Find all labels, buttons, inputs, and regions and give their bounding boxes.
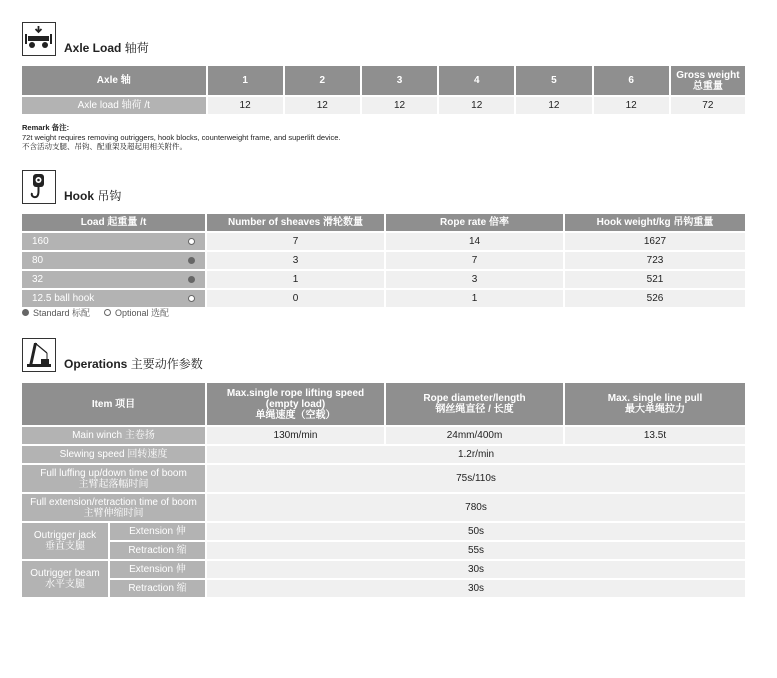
- hook-load-160: 160: [32, 236, 49, 247]
- axle-load-table: [20, 64, 747, 116]
- legend-standard-label: Standard 标配: [33, 308, 91, 318]
- standard-dot-icon: [188, 257, 195, 264]
- hook-load-cell: [22, 233, 205, 250]
- axle-value-1: 12: [208, 97, 283, 114]
- ops-row-beam-extension: [22, 561, 745, 578]
- hook-load-32: 32: [32, 274, 44, 285]
- jack-retraction-label: Retraction 缩: [110, 542, 205, 559]
- ops-row-jack-retraction: [22, 542, 745, 559]
- hook-weight-80: 723: [565, 252, 745, 269]
- optional-dot-icon: [104, 309, 111, 316]
- extension-label-en: Full extension/retraction time of boom: [30, 496, 197, 508]
- hook-sheaves-ball: 0: [207, 290, 384, 307]
- ops-header-pull-line2: 最大单绳拉力: [625, 404, 685, 415]
- hook-rate-ball: 1: [386, 290, 563, 307]
- main-winch-speed: 130m/min: [207, 427, 384, 444]
- hook-row: [22, 290, 745, 307]
- outrigger-jack-label-en: Outrigger jack: [33, 530, 97, 541]
- jack-extension-value: 50s: [207, 523, 745, 540]
- ops-header-speed: [207, 383, 384, 425]
- main-winch-pull: 13.5t: [565, 427, 745, 444]
- luffing-value: 75s/110s: [207, 465, 745, 492]
- jack-extension-label: Extension 伸: [110, 523, 205, 540]
- outrigger-beam-label: [22, 561, 108, 597]
- beam-extension-label: Extension 伸: [110, 561, 205, 578]
- hook-icon: [22, 170, 56, 204]
- axle-gross-value: 72: [671, 97, 745, 114]
- axle-gross-header: [671, 66, 745, 95]
- ops-header-rope: [386, 383, 563, 425]
- axle-value-5: 12: [516, 97, 591, 114]
- hook-row: [22, 271, 745, 288]
- ops-header-pull: [565, 383, 745, 425]
- operations-title-cn: 主要动作参数: [130, 357, 203, 371]
- hook-weight-32: 521: [565, 271, 745, 288]
- hook-rate-160: 14: [386, 233, 563, 250]
- slewing-label: Slewing speed 回转速度: [22, 446, 205, 463]
- remark-label: Remark 备注:: [22, 123, 70, 132]
- operations-heading: [22, 338, 203, 372]
- axle-col-5: 5: [516, 66, 591, 95]
- gross-weight-label-cn: 总重量: [692, 80, 723, 92]
- extension-label: [22, 494, 205, 521]
- hook-sheaves-160: 7: [207, 233, 384, 250]
- slewing-value: 1.2r/min: [207, 446, 745, 463]
- hook-sheaves-80: 3: [207, 252, 384, 269]
- axle-value-2: 12: [285, 97, 360, 114]
- axle-row-label: Axle load 轴荷 /t: [22, 97, 206, 114]
- ops-header-speed-line1: Max.single rope lifting speed: [226, 387, 365, 399]
- jack-retraction-value: 55s: [207, 542, 745, 559]
- hook-load-ball: 12.5 ball hook: [32, 293, 95, 304]
- outrigger-jack-label-cn: 垂直支腿: [45, 541, 85, 552]
- outrigger-jack-label: [22, 523, 108, 559]
- remark-text-en: 72t weight requires removing outriggers, hook blocks, counterweight frame, and superlift device.: [22, 132, 341, 142]
- axle-load-title-cn: 轴荷: [124, 41, 149, 55]
- axle-value-row: [22, 97, 745, 114]
- hook-header-rate: Rope rate 倍率: [386, 214, 563, 231]
- remark-block: [22, 123, 341, 152]
- ops-row-beam-retraction: [22, 580, 745, 597]
- hook-title-cn: 吊钩: [97, 189, 122, 203]
- optional-dot-icon: [188, 238, 195, 245]
- axle-col-6: 6: [594, 66, 669, 95]
- hook-header-sheaves: Number of sheaves 滑轮数量: [207, 214, 384, 231]
- ops-row-main-winch: [22, 427, 745, 444]
- axle-value-4: 12: [439, 97, 514, 114]
- axle-header-label: Axle 轴: [22, 66, 206, 95]
- legend-optional: [104, 306, 169, 319]
- hook-header-load: Load 起重量 /t: [22, 214, 205, 231]
- beam-retraction-label: Retraction 缩: [110, 580, 205, 597]
- axle-load-heading: [22, 22, 149, 56]
- standard-dot-icon: [22, 309, 29, 316]
- legend-optional-label: Optional 选配: [115, 308, 170, 318]
- hook-heading: [22, 170, 121, 204]
- axle-load-title: [64, 39, 149, 56]
- hook-load-cell: [22, 271, 205, 288]
- gross-weight-label-en: Gross weight: [676, 69, 740, 81]
- ops-row-slewing: [22, 446, 745, 463]
- beam-retraction-value: 30s: [207, 580, 745, 597]
- hook-sheaves-32: 1: [207, 271, 384, 288]
- ops-row-luffing: [22, 465, 745, 492]
- hook-rate-80: 7: [386, 252, 563, 269]
- ops-header-item: Item 项目: [22, 383, 205, 425]
- hook-load-cell: [22, 290, 205, 307]
- legend-standard: [22, 306, 90, 319]
- standard-dot-icon: [188, 276, 195, 283]
- axle-col-3: 3: [362, 66, 437, 95]
- hook-row: [22, 252, 745, 269]
- ops-header-rope-line1: Rope diameter/length: [423, 393, 526, 404]
- axle-col-1: 1: [208, 66, 283, 95]
- ops-header-rope-line2: 钢丝绳直径 / 长度: [435, 404, 514, 415]
- operations-table: [20, 381, 747, 599]
- axle-load-title-en: Axle Load: [64, 41, 122, 55]
- hook-weight-160: 1627: [565, 233, 745, 250]
- ops-header-speed-line3: 单绳速度（空载）: [255, 409, 336, 421]
- ops-row-extension: [22, 494, 745, 521]
- extension-label-cn: 主臂伸缩时间: [83, 507, 144, 519]
- optional-dot-icon: [188, 295, 195, 302]
- operations-title: [64, 355, 203, 372]
- ops-header-speed-line2: (empty load): [265, 398, 326, 410]
- hook-header-row: [22, 214, 745, 231]
- hook-row: [22, 233, 745, 250]
- luffing-label-en: Full luffing up/down time of boom: [40, 467, 187, 479]
- beam-extension-value: 30s: [207, 561, 745, 578]
- extension-value: 780s: [207, 494, 745, 521]
- hook-rate-32: 3: [386, 271, 563, 288]
- truck-axle-icon: [22, 22, 56, 56]
- hook-load-cell: [22, 252, 205, 269]
- main-winch-rope: 24mm/400m: [386, 427, 563, 444]
- axle-value-3: 12: [362, 97, 437, 114]
- hook-title: [64, 187, 121, 204]
- hook-load-80: 80: [32, 255, 44, 266]
- axle-value-6: 12: [594, 97, 669, 114]
- hook-weight-ball: 526: [565, 290, 745, 307]
- main-winch-label: Main winch 主卷扬: [22, 427, 205, 444]
- hook-title-en: Hook: [64, 189, 94, 203]
- luffing-label-cn: 主臂起落幅时间: [78, 478, 149, 490]
- luffing-label: [22, 465, 205, 492]
- axle-col-4: 4: [439, 66, 514, 95]
- ops-row-jack-extension: [22, 523, 745, 540]
- outrigger-beam-label-cn: 水平支腿: [45, 579, 85, 590]
- hook-header-weight: Hook weight/kg 吊钩重量: [565, 214, 745, 231]
- ops-header-row: [22, 383, 745, 425]
- remark-text-cn: 不含活动支腿、吊钩、配重架及超起用相关附件。: [22, 142, 187, 151]
- hook-legend: [22, 306, 183, 319]
- hook-table: [20, 212, 747, 309]
- axle-col-2: 2: [285, 66, 360, 95]
- operations-title-en: Operations: [64, 357, 128, 371]
- crane-icon: [22, 338, 56, 372]
- axle-header-row: [22, 66, 745, 95]
- outrigger-beam-label-en: Outrigger beam: [30, 568, 100, 579]
- ops-header-pull-line1: Max. single line pull: [607, 393, 703, 404]
